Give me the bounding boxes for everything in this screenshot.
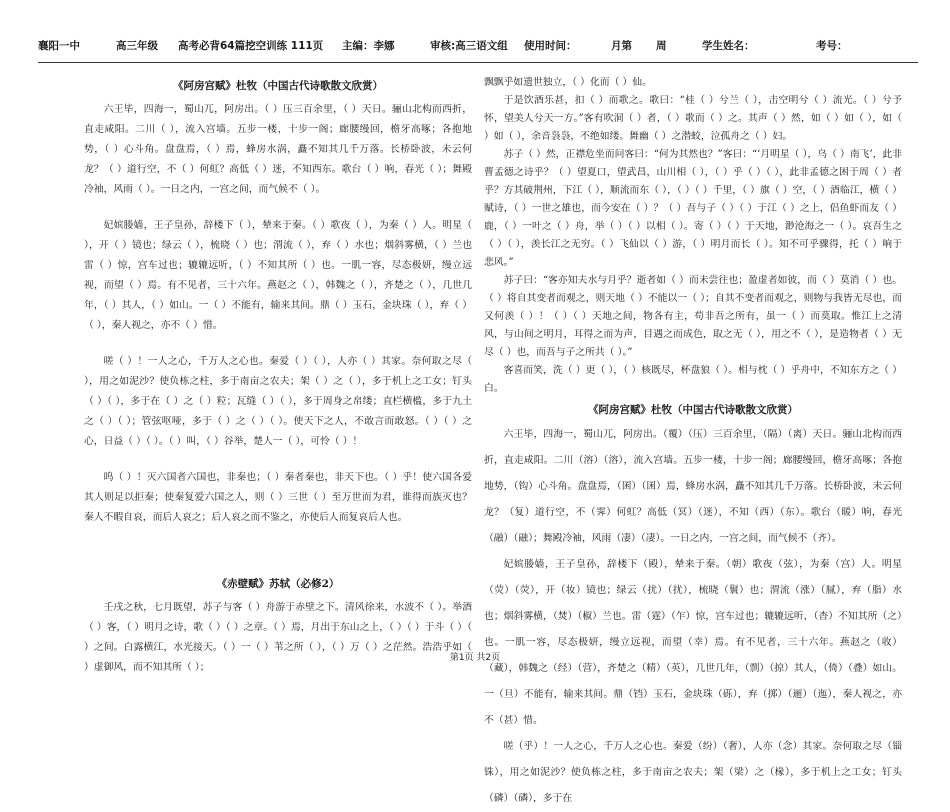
paragraph: 嗟（ ）！一人之心，千万人之心也。秦爱（ ）（ ），人亦（ ）其家。奈何取之尽（ ），用之如泥沙？使负栋之柱，多于南亩之农夫；架（ ）之（ ），多于机上之工女；钉头（ ）（ ），多于在（ ）之（ ）粒；瓦缝（ ）（ ），多于周身之帛缕；直栏横槛，多于九土之（ ）（ ）；管弦呕哑，多于（ ）之（ ）（ ）。使天下之人，不敢言而敢怒。（ ）（ ）之心，日益（ ）（ ）。（ ）叫，（ ）谷举，楚人一（ ），可怜（ ）！ xyxy=(84,356,472,447)
section-title-chibifu: 《赤壁赋》苏轼（必修2） xyxy=(216,578,340,590)
section-title-afanggong: 《阿房宫赋》杜牧（中国古代诗歌散文欣赏） xyxy=(173,80,383,92)
section-title-afanggong-answers: 《阿房宫赋》杜牧（中国古代诗歌散文欣赏） xyxy=(588,404,798,416)
paragraph: 妃嫔媵嫱，王子皇孙，辞楼下（ ），辇来于秦。（ ）歌夜（ ），为秦（ ）人。明星（ ），开（ ）镜也；绿云（ ），梳晓（ ）也；渭流（ ），弃（ ）水也；烟斜雾横，（ ）兰也雷（ ）惊，宫车过也；辘辘远听，（ ）不知其所（ ）也。一肌一容，尽态极妍，缦立远视，而望（ ）焉。有不见者，三十六年。燕赵之（ ），韩魏之（ ），齐楚之（ ），几世几年，（ ）其人，（ ）如山。一（ ）不能有，输来其间。鼎（ ）玉石，金块珠（ ），弃（ ）（ ），秦人视之，亦不（ ）惜。 xyxy=(84,220,472,331)
paragraph: 苏子（ ）然，正襟危坐而问客曰：“何为其然也？”客曰：“‘月明星（ ），乌（ ）南飞’，此非曹孟德之诗乎？（ ）望夏口，望武昌，山川相（ ），（ ）乎（ ）（ ），此非孟德之困于周（ ）者乎？方其破荆州，下江（ ），顺流而东（ ），（ ）（ ）千里，（ ）旗（ ）空，（ ）酒临江，横（ ）赋诗，（ ）一世之雄也，而今安在（ ）？（ ）吾与子（ ）（ ）于江（ ）之上，侣鱼虾而友（ ）鹿，（ ）一叶之（ ）舟，举（ ）（ ）以相（ ）。寄（ ）（ ）于天地，渺沧海之一（ ）。哀吾生之（ ）（ ），羡长江之无穷。（ ）飞仙以（ ）游，（ ）明月而长（ ）。知不可乎骤得，托（ ）响于悲风。” xyxy=(484,149,902,268)
right-column xyxy=(484,74,902,812)
page-number: 第1页 共2页 xyxy=(449,653,501,663)
student-name-label: 学生姓名： xyxy=(702,40,755,52)
paragraph: 壬戌之秋，七月既望，苏子与客（ ）舟游于赤壁之下。清风徐来，水波不（ ）。举酒（ ）客，（ ）明月之诗，歌（ ）（ ）之章。（ ）焉，月出于东山之上，（ ）（ ）于斗（ ）（ ）之间。白露横江，水光接天。（ ）一（ ）苇之所（ ），（ ）万（ ）之茫然。浩浩乎如（ ）虚御风，而不知其所（ ）； xyxy=(84,602,472,673)
exam-number-label: 考号： xyxy=(816,40,848,52)
subject: 高考必背64篇挖空训练 111页 xyxy=(178,40,324,52)
usage-time-label: 使用时间： xyxy=(524,40,577,52)
paragraph: 客喜而笑，洗（ ）更（ ），（ ）核既尽，杯盘狼（ ）。相与枕（ ）乎舟中，不知东方之（ ）白。 xyxy=(484,365,902,394)
paragraph: 苏子曰：“客亦知夫水与月乎？逝者如（ ）而未尝往也；盈虚者如彼，而（ ）莫消（ ）也。（ ）将自其变者而观之，则天地（ ）不能以一（ ）；自其不变者而观之，则物与我皆无尽也，而又何羡（ ）！（ ）（ ）天地之间，物各有主，苟非吾之所有，虽一（ ）而莫取。惟江上之清风，与山间之明月，耳得之而为声，目遇之而成色，取之无（ ），用之不（ ），是造物者（ ）无尽（ ）也，而吾与子之所共（ ）。” xyxy=(484,275,902,358)
answer-paragraph: 妃嫔媵嫱，王子皇孙，辞楼下（殿），辇来于秦。（朝）歌夜（弦），为秦（宫）人。明星（荧）（荧），开（妆）镜也；绿云（扰）（扰），梳晓（鬟）也；渭流（涨）（腻），弃（脂）水也；烟斜雾横，（焚）（椒）兰也。雷（霆）（乍）惊，宫车过也；辘辘远听，（杳）不知其所（之）也。一肌一容，尽态极妍，缦立远视，而望（幸）焉。有不见者，三十六年。燕赵之（收）（藏），韩魏之（经）（营），齐楚之（精）（英），几世几年，（剽）（掠）其人，（倚）（叠）如山。一（旦）不能有，输来其间。鼎（铛）玉石，金块珠（砾），弃（掷）（逦）（迤），秦人视之，亦不（甚）惜。 xyxy=(484,559,902,726)
paragraph: 六王毕，四海一，蜀山兀，阿房出。（ ）压三百余里，（ ）天日。骊山北构而西折，直走咸阳。二川（ ），流入宫墙。五步一楼，十步一阁；廊腰缦回，檐牙高啄；各抱地势，（ ）心斗角。盘盘焉，（ ）焉，蜂房水涡，矗不知其几千万落。长桥卧波，未云何龙？（ ）道行空，不（ ）何虹？高低（ ）迷，不知西东。歌台（ ）响，春光（ ）；舞殿冷袖，风雨（ ）。一日之内，一宫之间，而气候不（ ）。 xyxy=(84,104,472,195)
answer-paragraph: 六王毕，四海一，蜀山兀，阿房出。（覆）（压）三百余里，（隔）（离）天日。骊山北构而西折，直走咸阳。二川（溶）（溶），流入宫墙。五步一楼，十步一阁；廊腰缦回，檐牙高啄；各抱地势，（钩）心斗角。盘盘焉，（囷）（囷）焉，蜂房水涡，矗不知其几千万落。长桥卧波，未云何龙？（复）道行空，不（霁）何虹？高低（冥）（迷），不知（西）（东）。歌台（暖）响，春光（融）（融）；舞殿冷袖，风雨（凄）（凄）。一日之内，一宫之间，而气候不（齐）。 xyxy=(484,429,902,544)
school-name: 襄阳一中 xyxy=(38,40,80,52)
month-label: 月第 xyxy=(611,40,632,52)
grade: 高三年级 xyxy=(116,40,158,52)
page-header xyxy=(38,38,918,56)
answer-paragraph: 嗟（乎）！一人之心，千万人之心也。秦爱（纷）（奢），人亦（念）其家。奈何取之尽（锱铢），用之如泥沙？使负栋之柱，多于南亩之农夫；架（梁）之（椽），多于机上之工女；钉头（磷）（磷），多于在 xyxy=(484,741,902,804)
paragraph: 飘飘乎如遗世独立，（ ）化而（ ）仙。 xyxy=(484,77,652,88)
editor: 主编：李娜 xyxy=(342,40,395,52)
left-column xyxy=(84,74,472,678)
reviewer: 审核:高三语文组 xyxy=(430,40,508,52)
header-divider xyxy=(38,62,918,63)
paragraph: 于是饮酒乐甚，扣（ ）而歌之。歌曰：“桂（ ）兮兰（ ），击空明兮（ ）流光。（ ）兮予怀，望美人兮天一方。”客有吹洞（ ）者，（ ）歌而（ ）之。其声（ ）然，如（ ）如（ ），如（ ）如（ ），余音袅袅，不绝如缕。舞幽（ ）之潜蛟，泣孤舟之（ ）妇。 xyxy=(484,95,902,142)
paragraph: 呜（ ）！灭六国者六国也，非秦也；（ ）秦者秦也，非天下也。（ ）乎！使六国各爱其人则足以拒秦；使秦复爱六国之人，则（ ）三世（ ）至万世而为君，谁得而族灭也？秦人不暇自哀，而后人哀之；后人哀之而不鉴之，亦使后人而复哀后人也。 xyxy=(84,472,472,523)
week-label: 周 xyxy=(656,40,667,52)
